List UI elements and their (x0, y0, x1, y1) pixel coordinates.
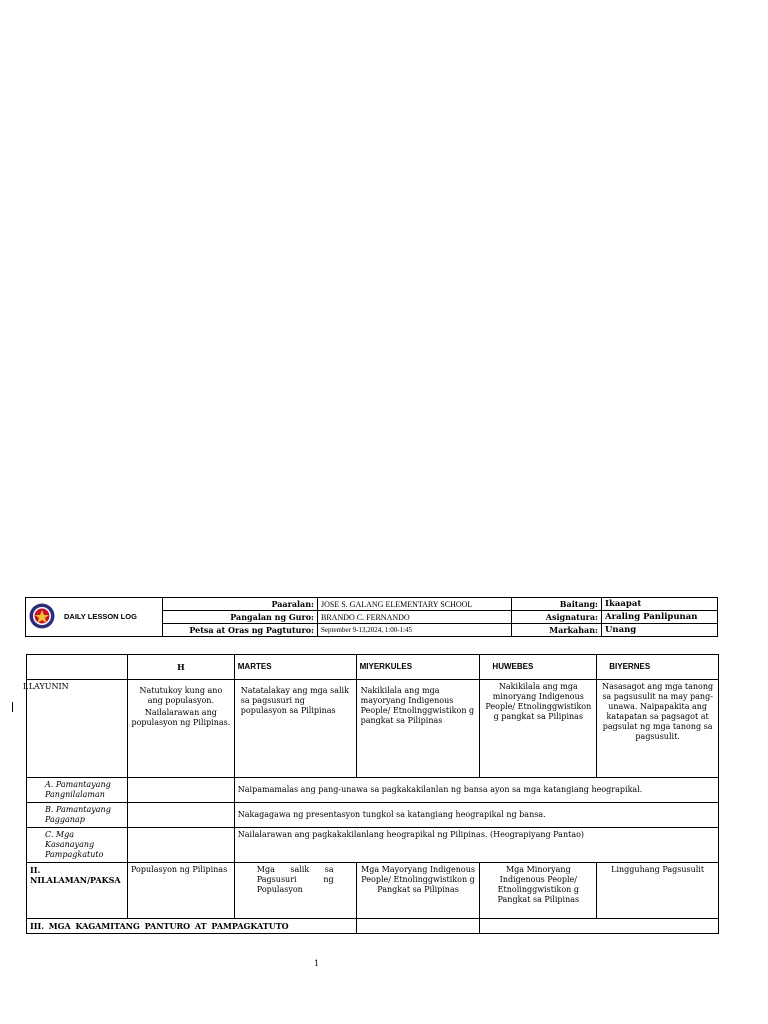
kagamitan-empty-1 (356, 919, 480, 934)
school-label: Paaralan: (163, 598, 318, 611)
teacher-value: BRANDO C. FERNANDO (318, 611, 512, 624)
standard-row-a (27, 778, 719, 803)
nilalaman-huwebes: Mga Minoryang Indigenous People/ Etnolinggwistikon g Pangkat sa Pilipinas (480, 863, 597, 919)
grade-label: Baitang: (512, 598, 602, 611)
day-header-huwebes: HUWEBES (480, 655, 597, 680)
days-header-row (27, 655, 719, 680)
subject-label: Asignatura: (512, 611, 602, 624)
layunin-huwebes: Nakikilala ang mga minoryang Indigenous People/ Etnolinggwistikon g pangkat sa Pilipinas (480, 680, 597, 778)
day-header-biyernes: BIYERNES (597, 655, 719, 680)
standard-c-label: C. Mga Kasanayang Pampagkatuto (27, 828, 128, 863)
layunin-label: I.LAYUNIN (27, 680, 128, 778)
quarter-value: Unang (602, 624, 718, 637)
standard-b-empty (127, 803, 234, 828)
standard-b-text: Nakagagawa ng presentasyon tungkol sa katangiang heograpikal ng bansa. (234, 803, 718, 828)
page-number: 1 (314, 959, 320, 968)
kagamitan-empty-2 (480, 919, 719, 934)
kagamitan-label: III. MGA KAGAMITANG PANTURO AT PAMPAGKATUTO (27, 919, 357, 934)
kagamitan-row (27, 919, 719, 934)
teacher-label: Pangalan ng Guro: (163, 611, 318, 624)
date-value: September 9-13,2024, 1:00-1:45 (318, 624, 512, 637)
standard-a-empty (127, 778, 234, 803)
grade-value: Ikaapat (602, 598, 718, 611)
layunin-biyernes: Nasasagot ang mga tanong sa pagsusulit na may pang-unawa. Naipapakita ang katapatan sa pagsagot at pagsulat ng mga tanong sa pagsusulit. (597, 680, 719, 778)
quarter-label: Markahan: (512, 624, 602, 637)
lesson-log-header (25, 597, 718, 637)
standard-a-text: Naipamamalas ang pang-unawa sa pagkakakilanlan ng bansa ayon sa mga katangiang heograpikal. (234, 778, 718, 803)
nilalaman-biyernes: Lingguhang Pagsusulit (597, 863, 719, 919)
standard-a-label: A. Pamantayang Pangnilalaman (27, 778, 128, 803)
layunin-miyerkules: Nakikilala ang mga mayoryang Indigenous People/ Etnolinggwistikon g pangkat sa Pilipinas (356, 680, 480, 778)
header-logo-cell (26, 598, 163, 637)
standard-row-c (27, 828, 719, 863)
day-header-h: H (127, 655, 234, 680)
nilalaman-martes: Mga salik sa Pagsusuri ng Populasyon (234, 863, 356, 919)
standard-c-empty (127, 828, 234, 863)
date-label: Petsa at Oras ng Pagtuturo: (163, 624, 318, 637)
nilalaman-h: Populasyon ng Pilipinas (127, 863, 234, 919)
day-header-martes: MARTES (234, 655, 356, 680)
nilalaman-label: II. NILALAMAN/PAKSA (27, 863, 128, 919)
layunin-martes: Natatalakay ang mga salik sa pagsusuri ng populasyon sa Pilipinas (234, 680, 356, 778)
lesson-log-title: DAILY LESSON LOG (64, 612, 137, 621)
corner-cell (27, 655, 128, 680)
nilalaman-miyerkules: Mga Mayoryang Indigenous People/ Etnolinggwistikon g Pangkat sa Pilipinas (356, 863, 480, 919)
layunin-row (27, 680, 719, 778)
standard-row-b (27, 803, 719, 828)
lesson-plan-table (23, 654, 719, 934)
deped-seal-icon (29, 602, 55, 630)
margin-mark (12, 702, 13, 712)
standard-b-label: B. Pamantayang Pagganap (27, 803, 128, 828)
day-header-miyerkules: MIYERKULES (356, 655, 480, 680)
nilalaman-row (27, 863, 719, 919)
subject-value: Araling Panlipunan (602, 611, 718, 624)
school-value: JOSE S. GALANG ELEMENTARY SCHOOL (318, 598, 512, 611)
layunin-h: Natutukoy kung ano ang populasyon. Nailalarawan ang populasyon ng Pilipinas. (127, 680, 234, 778)
standard-c-text: Nailalarawan ang pagkakakilanlang heograpikal ng Pilipinas. (Heograpiyang Pantao) (234, 828, 718, 863)
